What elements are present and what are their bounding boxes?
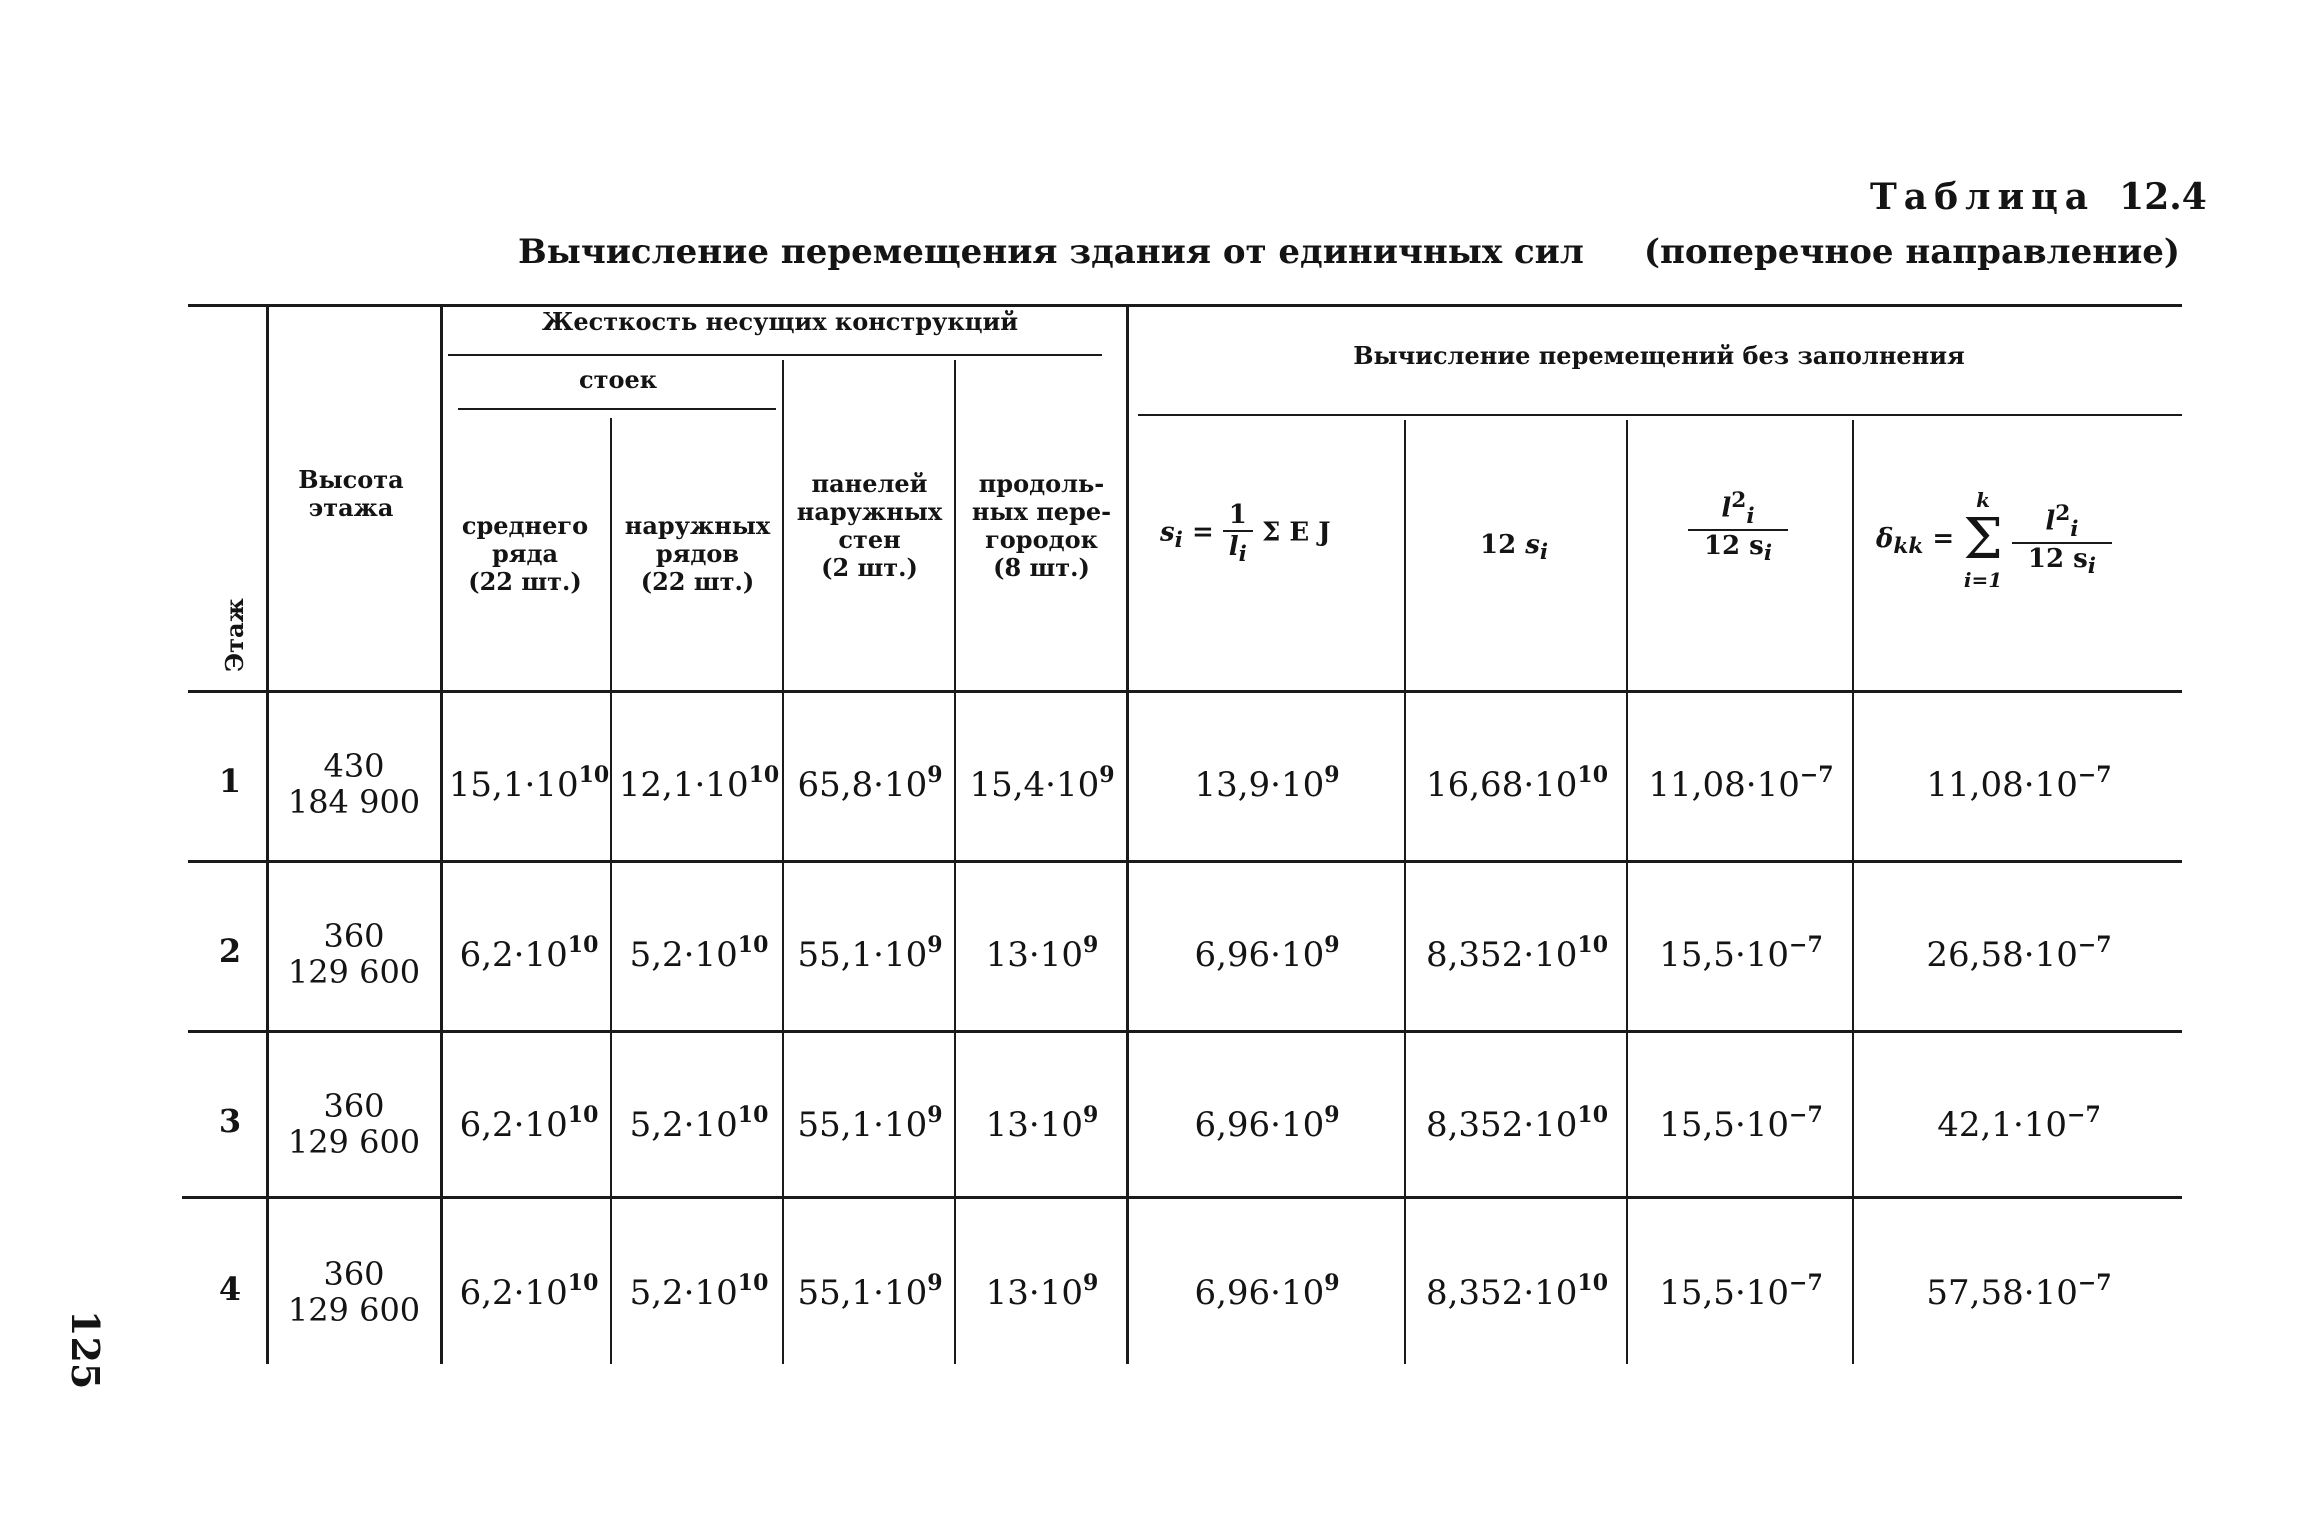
value-exponent: −7 <box>2077 1270 2112 1296</box>
header-partitions-line3: городок <box>985 525 1098 554</box>
value-exponent: 10 <box>567 1270 599 1296</box>
value-mantissa: 6,2·10 <box>459 935 568 975</box>
value-mantissa: 8,352·10 <box>1425 1105 1578 1145</box>
header-partitions-line4: (8 шт.) <box>993 553 1090 582</box>
value-mantissa: 55,1·10 <box>797 935 928 975</box>
value-exponent: 10 <box>748 762 780 788</box>
floor-height-value: 360 <box>323 917 385 955</box>
value-mantissa: 15,4·10 <box>969 765 1100 805</box>
floor-height-value: 430 <box>323 747 385 785</box>
value-cell-c3 <box>786 1270 954 1313</box>
value-cell-c4 <box>958 1102 1126 1145</box>
value-mantissa: 6,96·10 <box>1194 1273 1325 1313</box>
value-exponent: 10 <box>567 932 599 958</box>
value-cell-c6 <box>1408 932 1626 975</box>
value-cell-c5 <box>1130 762 1404 805</box>
value-cell-c6 <box>1408 1270 1626 1313</box>
value-cell-c6 <box>1408 762 1626 805</box>
value-cell-c4 <box>958 1270 1126 1313</box>
value-exponent: 10 <box>1577 1270 1609 1296</box>
header-displacement-group: Вычисление перемещений без заполнения <box>1353 341 1965 370</box>
formula-delta-den-sub: i <box>2087 554 2096 580</box>
value-exponent: 9 <box>1324 932 1340 958</box>
value-cell-c2 <box>616 932 782 975</box>
header-formula-ratio <box>1688 488 1788 566</box>
formula-delta-bottom: i=1 <box>1963 568 2003 592</box>
formula-si-sub: i <box>1174 527 1183 553</box>
value-mantissa: 6,96·10 <box>1194 1105 1325 1145</box>
formula-si-tail: Σ E J <box>1261 517 1331 548</box>
formula-ratio-den: 12 s <box>1703 530 1764 561</box>
formula-ratio-num: l <box>1721 493 1732 524</box>
value-mantissa: 13·10 <box>985 935 1084 975</box>
value-mantissa: 42,1·10 <box>1937 1105 2068 1145</box>
floor-number: 4 <box>218 1270 242 1308</box>
floor-height <box>274 748 434 820</box>
header-outer-panels <box>792 470 947 582</box>
value-cell-c7 <box>1630 932 1852 975</box>
value-cell-c1 <box>448 1102 610 1145</box>
value-exponent: −7 <box>1799 762 1834 788</box>
value-cell-c1 <box>448 932 610 975</box>
value-exponent: 9 <box>1324 1270 1340 1296</box>
formula-delta-num: l <box>2045 506 2056 537</box>
value-exponent: 10 <box>1577 1102 1609 1128</box>
value-exponent: −7 <box>1789 1270 1823 1296</box>
value-exponent: 9 <box>927 932 943 958</box>
value-exponent: 10 <box>1577 932 1609 958</box>
value-exponent: 9 <box>1324 1102 1340 1128</box>
value-mantissa: 16,68·10 <box>1425 765 1578 805</box>
value-exponent: 9 <box>1324 762 1340 788</box>
value-mantissa: 15,5·10 <box>1659 935 1790 975</box>
floor-height-squared: 129 600 <box>287 953 421 991</box>
formula-delta-den: 12 s <box>2027 543 2088 574</box>
floor-number: 3 <box>218 1102 242 1140</box>
formula-ratio-num-sup: 2 <box>1731 488 1747 513</box>
table-caption <box>518 232 2180 272</box>
value-mantissa: 15,5·10 <box>1659 1105 1790 1145</box>
formula-delta-lhs: δ <box>1876 524 1894 554</box>
formula-delta-num-sub: i <box>2070 516 2079 542</box>
value-cell-c1 <box>448 762 610 805</box>
value-cell-c3 <box>786 1102 954 1145</box>
value-exponent: −7 <box>2077 932 2112 958</box>
value-mantissa: 8,352·10 <box>1425 1273 1578 1313</box>
floor-height-value: 360 <box>323 1255 385 1293</box>
value-exponent: 9 <box>1083 1102 1099 1128</box>
value-cell-c8 <box>1856 1102 2182 1145</box>
value-exponent: 9 <box>927 1102 943 1128</box>
value-cell-c3 <box>786 762 954 805</box>
value-exponent: −7 <box>2077 762 2112 788</box>
header-outer-panels-line4: (2 шт.) <box>821 553 918 582</box>
value-cell-c8 <box>1856 1270 2182 1313</box>
header-height: Высота этажа <box>298 465 404 522</box>
value-exponent: 10 <box>1577 762 1609 788</box>
value-mantissa: 5,2·10 <box>629 1105 738 1145</box>
floor-height-squared: 129 600 <box>287 1291 421 1329</box>
value-mantissa: 13·10 <box>985 1105 1084 1145</box>
header-middle-row-line2: ряда <box>491 539 559 568</box>
value-mantissa: 5,2·10 <box>629 935 738 975</box>
floor-number: 1 <box>218 762 242 800</box>
floor-number: 2 <box>218 932 242 970</box>
value-mantissa: 6,96·10 <box>1194 935 1325 975</box>
table-label <box>1870 176 2207 218</box>
value-mantissa: 6,2·10 <box>459 1105 568 1145</box>
header-outer-rows-line1: наружных <box>624 511 771 540</box>
header-formula-delta: $\delta_{kk}$ = k Σ i=1 $\frac{l^2_i}{12 s_i}$ <box>1876 488 2112 592</box>
header-stiffness-group: Жесткость несущих конструкций <box>541 307 1019 336</box>
header-middle-row-line1: среднего <box>461 511 589 540</box>
header-columns-group: стоек <box>578 365 658 394</box>
value-mantissa: 15,5·10 <box>1659 1273 1790 1313</box>
header-partitions-line2: ных пере- <box>971 497 1112 526</box>
floor-height <box>274 1088 434 1160</box>
value-cell-c3 <box>786 932 954 975</box>
value-exponent: −7 <box>1789 1102 1823 1128</box>
value-exponent: 9 <box>927 762 943 788</box>
page-number: 125 <box>63 1310 108 1390</box>
value-cell-c4 <box>958 932 1126 975</box>
value-mantissa: 15,1·10 <box>448 765 579 805</box>
value-mantissa: 11,08·10 <box>1648 765 1800 805</box>
formula-delta-num-sup: 2 <box>2055 500 2071 526</box>
caption-main: Вычисление перемещения здания от единичных сил <box>518 232 1584 272</box>
formula-delta-fraction <box>2012 501 2112 579</box>
header-formula-12si <box>1480 530 1548 565</box>
formula-si-fraction <box>1223 500 1253 567</box>
formula-si-lhs: s <box>1160 517 1175 548</box>
value-cell-c7 <box>1630 762 1852 805</box>
table-label-word: Таблица <box>1870 176 2096 218</box>
formula-12si-var: s <box>1525 530 1540 560</box>
value-mantissa: 6,2·10 <box>459 1273 568 1313</box>
value-exponent: 10 <box>737 1102 769 1128</box>
formula-delta-sum: k Σ i=1 <box>1963 488 2003 592</box>
header-outer-panels-line1: панелей <box>811 469 928 498</box>
formula-ratio-den-sub: i <box>1763 541 1773 567</box>
table-label-number: 12.4 <box>2119 176 2207 218</box>
header-partitions-line1: продоль- <box>978 469 1105 498</box>
value-exponent: −7 <box>2067 1102 2101 1128</box>
value-cell-c4 <box>958 762 1126 805</box>
header-outer-panels-line3: стен <box>838 525 901 554</box>
value-exponent: 9 <box>927 1270 943 1296</box>
header-partitions <box>964 470 1119 582</box>
formula-si-den-sub: i <box>1238 542 1247 568</box>
formula-12si-coef: 12 <box>1480 530 1517 560</box>
value-cell-c7 <box>1630 1270 1852 1313</box>
value-mantissa: 5,2·10 <box>629 1273 738 1313</box>
value-mantissa: 65,8·10 <box>797 765 928 805</box>
value-exponent: −7 <box>1789 932 1823 958</box>
value-exponent: 9 <box>1083 932 1099 958</box>
value-cell-c5 <box>1130 1270 1404 1313</box>
value-cell-c8 <box>1856 762 2182 805</box>
formula-12si-sub: i <box>1539 540 1549 566</box>
header-middle-row <box>450 512 600 596</box>
value-mantissa: 13·10 <box>985 1273 1084 1313</box>
value-mantissa: 57,58·10 <box>1926 1273 2078 1313</box>
header-floor: Этаж <box>220 598 249 672</box>
formula-delta-top: k <box>1976 488 1990 512</box>
header-formula-si: $s_i$ = $\frac{1}{l_i}$ Σ E J <box>1160 500 1331 568</box>
value-exponent: 10 <box>737 932 769 958</box>
header-middle-row-line3: (22 шт.) <box>468 567 582 596</box>
value-mantissa: 55,1·10 <box>797 1273 928 1313</box>
value-cell-c5 <box>1130 1102 1404 1145</box>
header-outer-rows <box>620 512 775 596</box>
value-cell-c2 <box>616 1102 782 1145</box>
value-mantissa: 55,1·10 <box>797 1105 928 1145</box>
formula-si-num: 1 <box>1228 500 1247 530</box>
formula-delta-lhs-sub: kk <box>1893 534 1924 560</box>
value-mantissa: 13,9·10 <box>1194 765 1325 805</box>
floor-height-value: 360 <box>323 1087 385 1125</box>
value-mantissa: 8,352·10 <box>1425 935 1578 975</box>
formula-ratio-num-sub: i <box>1746 503 1755 529</box>
value-mantissa: 12,1·10 <box>618 765 749 805</box>
value-cell-c2 <box>616 762 782 805</box>
formula-si-den: l <box>1228 532 1239 562</box>
value-exponent: 9 <box>1099 762 1115 788</box>
floor-height-squared: 184 900 <box>287 783 421 821</box>
value-exponent: 10 <box>567 1102 599 1128</box>
floor-height-squared: 129 600 <box>287 1123 421 1161</box>
value-exponent: 9 <box>1083 1270 1099 1296</box>
caption-direction: (поперечное направление) <box>1643 232 2181 272</box>
floor-height <box>274 918 434 990</box>
header-outer-panels-line2: наружных <box>796 497 943 526</box>
floor-height <box>274 1256 434 1328</box>
value-exponent: 10 <box>737 1270 769 1296</box>
header-outer-rows-line3: (22 шт.) <box>640 567 755 596</box>
value-cell-c8 <box>1856 932 2182 975</box>
value-cell-c2 <box>616 1270 782 1313</box>
value-cell-c5 <box>1130 932 1404 975</box>
header-outer-rows-line2: рядов <box>655 539 740 568</box>
value-mantissa: 11,08·10 <box>1926 765 2078 805</box>
value-exponent: 10 <box>578 762 610 788</box>
value-cell-c7 <box>1630 1102 1852 1145</box>
value-cell-c6 <box>1408 1102 1626 1145</box>
value-cell-c1 <box>448 1270 610 1313</box>
value-mantissa: 26,58·10 <box>1926 935 2078 975</box>
